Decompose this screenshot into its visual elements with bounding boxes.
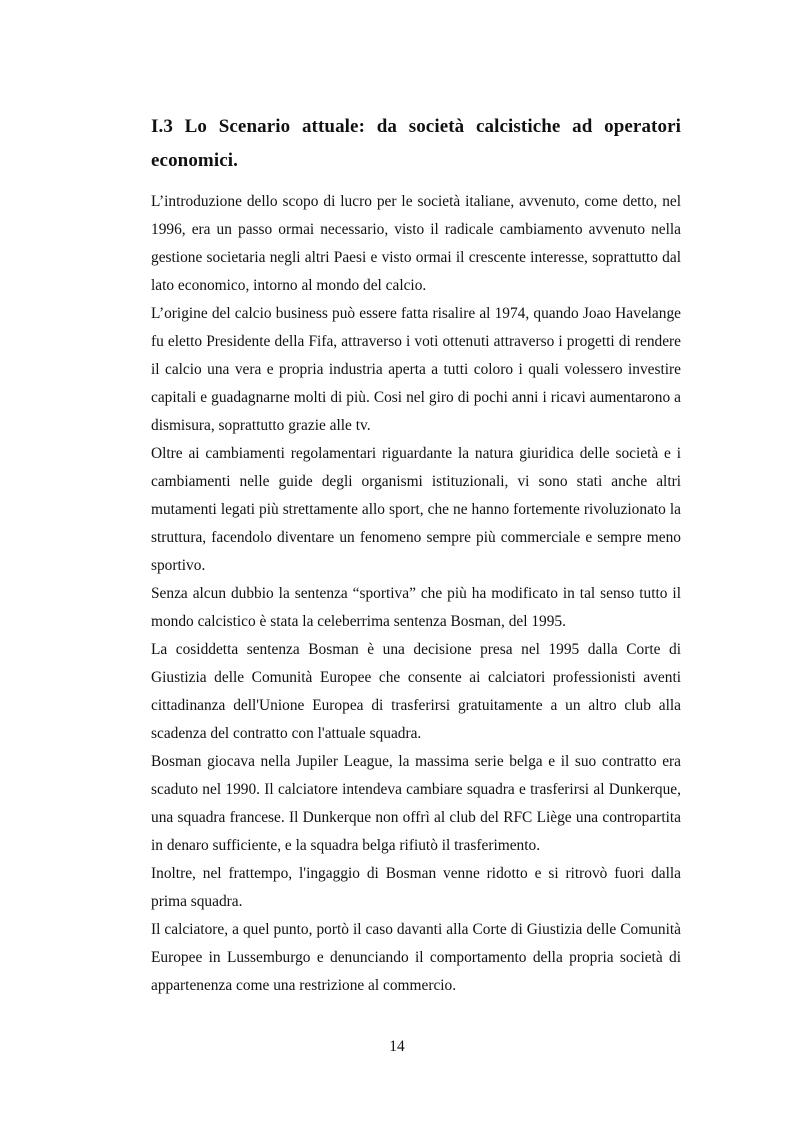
paragraph-intro-profit: L’introduzione dello scopo di lucro per le società italiane, avvenuto, come detto, nel 1996, era un passo ormai necessario, visto il radicale cambiamento avvenuto nella gestione societaria negli altri Paesi e visto ormai il crescente interesse, soprattutto dal lato economico, intorno al mondo del calcio. (151, 193, 681, 294)
paragraph-bosman-ruling: La cosiddetta sentenza Bosman è una decisione presa nel 1995 dalla Corte di Giustizia delle Comunità Europee che consente ai calciatori professionisti aventi cittadinanza dell'Unione Europea di trasferirsi gratuitamente a un altro club alla scadenza del contratto con l'attuale squadra. (151, 641, 681, 742)
paragraph-bosman-intro: Senza alcun dubbio la sentenza “sportiva” che più ha modificato in tal senso tutto il mondo calcistico è stata la celeberrima sentenza Bosman, del 1995. (151, 585, 681, 630)
paragraph-regulatory-changes: Oltre ai cambiamenti regolamentari riguardante la natura giuridica delle società e i cambiamenti nelle guide degli organismi istituzionali, vi sono stati anche altri mutamenti legati più strettamente allo sport, che ne hanno fortemente rivoluzionato la struttura, facendolo diventare un fenomeno sempre più commerciale e sempre meno sportivo. (151, 445, 681, 574)
page-body (151, 110, 681, 1000)
page-number: 14 (389, 1038, 405, 1055)
section-title: I.3 Lo Scenario attuale: da società calcistiche ad operatori economici. (151, 116, 681, 171)
paragraph-bosman-court: Il calciatore, a quel punto, portò il caso davanti alla Corte di Giustizia delle Comunità Europee in Lussemburgo e denunciando il comportamento della propria società di appartenenza come una restrizione al commercio. (151, 921, 681, 994)
paragraph-origin-business: L’origine del calcio business può essere fatta risalire al 1974, quando Joao Havelange fu eletto Presidente della Fifa, attraverso i voti ottenuti attraverso i progetti di rendere il calcio una vera e propria industria aperta a tutti coloro i quali volessero investire capitali e guadagnarne molti di più. Cosi nel giro di pochi anni i ricavi aumentarono a dismisura, soprattutto grazie alle tv. (151, 305, 681, 434)
paragraph-bosman-career: Bosman giocava nella Jupiler League, la massima serie belga e il suo contratto era scaduto nel 1990. Il calciatore intendeva cambiare squadra e trasferirsi al Dunkerque, una squadra francese. Il Dunkerque non offrì al club del RFC Liège una contropartita in denaro sufficiente, e la squadra belga rifiutò il trasferimento. (151, 753, 681, 854)
paragraph-bosman-salary: Inoltre, nel frattempo, l'ingaggio di Bosman venne ridotto e si ritrovò fuori dalla prima squadra. (151, 865, 681, 910)
